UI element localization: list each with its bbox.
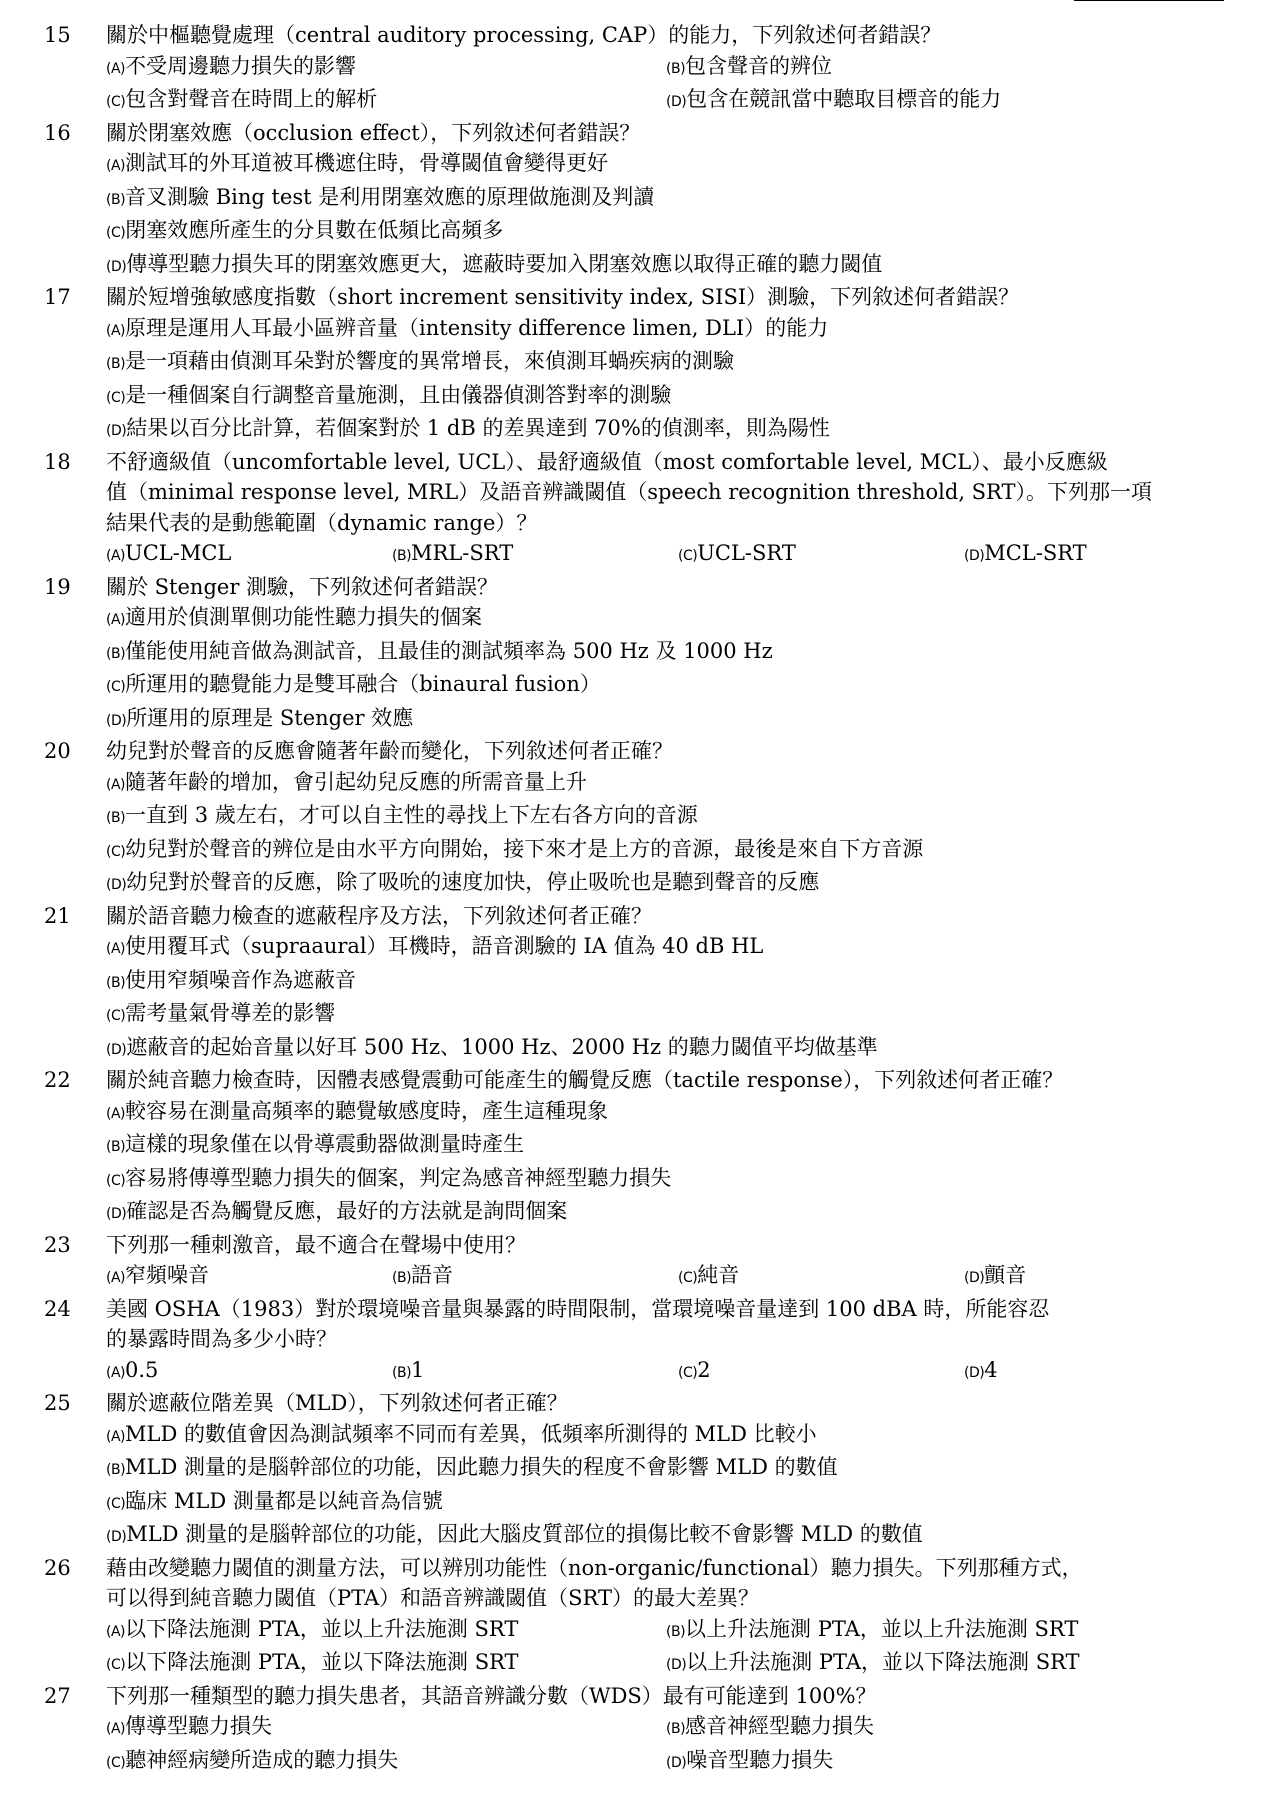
- option-text: 聽神經病變所造成的聽力損失: [125, 1747, 399, 1772]
- option-b: [106, 346, 1244, 380]
- option-b: [106, 1452, 1244, 1486]
- question-26: [44, 1553, 1244, 1681]
- option-a: [106, 1260, 392, 1294]
- option-letter: (D): [666, 1754, 687, 1771]
- option-b: [106, 636, 1244, 670]
- option-letter: (D): [106, 258, 127, 275]
- option-text: 傳導型聽力損失耳的閉塞效應更大，遮蔽時要加入閉塞效應以取得正確的聽力閾值: [126, 251, 883, 276]
- option-text: 較容易在測量高頻率的聽覺敏感度時，產生這種現象: [125, 1098, 609, 1123]
- question-stem-line: 幼兒對於聲音的反應會隨著年齡而變化，下列敘述何者正確？: [106, 739, 673, 763]
- question-18: [44, 447, 1244, 572]
- option-d: [106, 867, 1244, 901]
- option-text: 臨床 MLD 測量都是以純音為信號: [125, 1488, 443, 1513]
- options-group: [106, 1614, 1244, 1681]
- option-a: [106, 1096, 1244, 1130]
- option-letter: (C): [106, 1172, 126, 1189]
- option-a: [106, 1355, 392, 1389]
- exam-question-list: [44, 20, 1244, 1778]
- options-group: [106, 51, 1244, 118]
- option-letter: (D): [106, 1041, 127, 1058]
- question-stem-line: 可以得到純音聽力閾值（PTA）和語音辨識閾值（SRT）的最大差異？: [106, 1586, 759, 1610]
- option-text: 幼兒對於聲音的辨位是由水平方向開始，接下來才是上方的音源，最後是來自下方音源: [125, 836, 924, 861]
- option-text: 傳導型聽力損失: [125, 1714, 273, 1738]
- option-letter: (D): [964, 548, 985, 564]
- option-text: 噪音型聽力損失: [686, 1747, 834, 1772]
- option-letter: (C): [678, 1364, 698, 1381]
- option-letter: (A): [106, 60, 126, 77]
- option-d: [666, 84, 1226, 118]
- option-d: [964, 1260, 1250, 1294]
- question-stem-line: 結果代表的是動態範圍（dynamic range）？: [106, 510, 538, 535]
- question-number: 23: [44, 1232, 71, 1257]
- question-24: [44, 1294, 1244, 1389]
- option-text: 以上升法施測 PTA，並以上升法施測 SRT: [685, 1616, 1079, 1641]
- question-stem-line: 關於短增強敏感度指數（short increment sensitivity index, SISI）測驗，下列敘述何者錯誤？: [106, 285, 1020, 309]
- option-letter: (B): [106, 974, 126, 991]
- option-letter: (B): [106, 1139, 126, 1155]
- option-letter: (B): [666, 1623, 686, 1640]
- option-letter: (A): [106, 322, 126, 339]
- option-text: 原理是運用人耳最小區辨音量（intensity difference limen, DLI）的能力: [125, 315, 829, 340]
- option-a: [106, 1614, 666, 1648]
- option-text: 是一種個案自行調整音量施測，且由儀器偵測答對率的測驗: [125, 382, 672, 407]
- option-d: [106, 249, 1244, 283]
- question-stem-line: 值（minimal response level, MRL）及語音辨識閾值（speech recognition threshold, SRT）。下列那一項: [106, 480, 1152, 504]
- option-text: 包含對聲音在時間上的解析: [125, 87, 378, 111]
- option-c: [106, 1163, 1244, 1197]
- option-letter: (A): [106, 548, 126, 564]
- question-25: [44, 1388, 1244, 1553]
- option-d: [106, 413, 1244, 447]
- option-letter: (A): [106, 1105, 126, 1122]
- options-group: [106, 602, 1244, 736]
- option-a: [106, 51, 666, 85]
- question-22: [44, 1065, 1244, 1230]
- question-20: [44, 736, 1244, 901]
- option-letter: (C): [678, 1270, 698, 1286]
- option-letter: (D): [106, 1529, 127, 1545]
- option-letter: (C): [106, 1008, 126, 1024]
- option-c: [106, 380, 1244, 414]
- options-group: [106, 538, 1244, 572]
- option-c: [678, 538, 964, 572]
- options-group: [106, 1260, 1244, 1294]
- option-letter: (C): [106, 843, 126, 860]
- option-c: [106, 1745, 666, 1779]
- option-b: [106, 965, 1244, 999]
- option-text: 窄頻噪音: [125, 1263, 210, 1287]
- option-a: [106, 931, 1244, 965]
- option-letter: (C): [106, 94, 126, 110]
- option-text: 一直到 3 歲左右，才可以自主性的尋找上下左右各方向的音源: [125, 803, 698, 827]
- option-a: [106, 313, 1244, 347]
- question-number: 19: [44, 574, 71, 599]
- option-c: [106, 834, 1244, 868]
- option-text: 顫音: [984, 1263, 1027, 1287]
- option-text: 容易將傳導型聽力損失的個案，判定為感音神經型聽力損失: [125, 1165, 672, 1190]
- option-text: 適用於偵測單側功能性聽力損失的個案: [125, 605, 483, 629]
- option-b: [392, 538, 678, 572]
- question-number: 24: [44, 1296, 71, 1321]
- option-b: [106, 1129, 1244, 1163]
- option-text: 4: [984, 1357, 998, 1382]
- option-text: 語音: [411, 1263, 454, 1287]
- option-letter: (B): [666, 1721, 686, 1737]
- option-c: [106, 1486, 1244, 1520]
- option-a: [106, 538, 392, 572]
- option-b: [666, 1711, 1226, 1745]
- option-letter: (B): [392, 548, 412, 564]
- option-a: [106, 1711, 666, 1745]
- option-d: [106, 1032, 1244, 1066]
- option-b: [106, 800, 1244, 834]
- options-group: [106, 148, 1244, 282]
- option-letter: (B): [106, 810, 126, 826]
- option-a: [106, 767, 1244, 801]
- question-number: 20: [44, 739, 71, 763]
- option-letter: (B): [392, 1364, 412, 1381]
- question-number: 16: [44, 120, 71, 145]
- question-stem-line: 下列那一種刺激音，最不適合在聲場中使用？: [106, 1232, 526, 1257]
- question-19: [44, 572, 1244, 737]
- option-text: 所運用的聽覺能力是雙耳融合（binaural fusion）: [125, 672, 601, 696]
- option-letter: (A): [106, 1623, 126, 1640]
- option-text: MLD 測量的是腦幹部位的功能，因此大腦皮質部位的損傷比較不會影響 MLD 的數值: [126, 1522, 923, 1546]
- option-a: [106, 602, 1244, 636]
- question-number: 18: [44, 449, 71, 474]
- option-text: 使用窄頻噪音作為遮蔽音: [125, 967, 357, 992]
- question-stem-line: 的暴露時間為多少小時？: [106, 1327, 337, 1351]
- option-d: [666, 1647, 1226, 1681]
- question-stem-line: 關於純音聽力檢查時，因體表感覺震動可能產生的觸覺反應（tactile response），下列敘述何者正確？: [106, 1068, 1064, 1092]
- option-text: 確認是否為觸覺反應，最好的方法就是詢問個案: [126, 1199, 568, 1223]
- option-letter: (C): [106, 679, 126, 695]
- option-text: MCL-SRT: [984, 541, 1087, 565]
- question-stem-line: 藉由改變聽力閾值的測量方法，可以辨別功能性（non-organic/functional）聽力損失。下列那種方式，: [106, 1555, 1083, 1580]
- question-number: 26: [44, 1555, 71, 1580]
- question-stem-line: 關於 Stenger 測驗，下列敘述何者錯誤？: [106, 574, 499, 599]
- option-d: [106, 1519, 1244, 1553]
- option-d: [106, 1196, 1244, 1230]
- options-group: [106, 1355, 1244, 1389]
- option-text: 純音: [697, 1263, 740, 1287]
- option-c: [678, 1260, 964, 1294]
- option-letter: (C): [106, 389, 126, 406]
- option-text: 以上升法施測 PTA，並以下降法施測 SRT: [686, 1650, 1080, 1674]
- question-16: [44, 118, 1244, 283]
- question-23: [44, 1230, 1244, 1294]
- option-text: 幼兒對於聲音的反應，除了吸吮的速度加快，停止吸吮也是聽到聲音的反應: [126, 870, 820, 894]
- question-stem-line: 美國 OSHA（1983）對於環境噪音量與暴露的時間限制，當環境噪音量達到 100 dBA 時，所能容忍: [106, 1296, 1050, 1321]
- option-text: 2: [697, 1357, 711, 1382]
- option-letter: (A): [106, 776, 126, 793]
- option-text: 結果以百分比計算，若個案對於 1 dB 的差異達到 70%的偵測率，則為陽性: [126, 416, 830, 440]
- option-letter: (D): [106, 1206, 127, 1222]
- question-15: [44, 20, 1244, 118]
- option-b: [392, 1260, 678, 1294]
- option-text: 所運用的原理是 Stenger 效應: [126, 705, 414, 730]
- option-text: 隨著年齡的增加，會引起幼兒反應的所需音量上升: [125, 769, 588, 794]
- option-b: [666, 51, 1226, 85]
- option-letter: (A): [106, 158, 126, 174]
- option-letter: (B): [106, 191, 126, 208]
- option-text: 包含聲音的辨位: [685, 53, 833, 78]
- option-text: MLD 測量的是腦幹部位的功能，因此聽力損失的程度不會影響 MLD 的數值: [125, 1455, 838, 1479]
- question-number: 17: [44, 285, 71, 309]
- option-text: 感音神經型聽力損失: [685, 1714, 875, 1738]
- option-c: [678, 1355, 964, 1389]
- option-letter: (A): [106, 1270, 126, 1286]
- option-text: 0.5: [125, 1357, 159, 1382]
- option-text: 僅能使用純音做為測試音，且最佳的測試頻率為 500 Hz 及 1000 Hz: [125, 638, 773, 663]
- option-c: [106, 215, 1244, 249]
- question-number: 25: [44, 1391, 71, 1415]
- option-letter: (D): [106, 712, 127, 729]
- option-c: [106, 669, 1244, 703]
- question-17: [44, 282, 1244, 447]
- option-letter: (D): [666, 1657, 687, 1673]
- question-21: [44, 901, 1244, 1066]
- options-group: [106, 767, 1244, 901]
- option-text: 1: [411, 1357, 425, 1382]
- option-c: [106, 1647, 666, 1681]
- option-letter: (C): [106, 1657, 126, 1673]
- options-group: [106, 1096, 1244, 1230]
- option-text: 遮蔽音的起始音量以好耳 500 Hz、1000 Hz、2000 Hz 的聽力閾值平均做基準: [126, 1034, 878, 1059]
- option-letter: (B): [666, 60, 686, 77]
- option-a: [106, 1419, 1244, 1453]
- option-letter: (C): [106, 225, 126, 241]
- option-letter: (D): [964, 1270, 985, 1286]
- option-text: 不受周邊聽力損失的影響: [125, 53, 357, 78]
- option-text: 是一項藉由偵測耳朵對於響度的異常增長，來偵測耳蝸疾病的測驗: [125, 349, 735, 373]
- option-b: [666, 1614, 1226, 1648]
- options-group: [106, 1711, 1244, 1778]
- option-letter: (D): [666, 94, 687, 110]
- option-b: [106, 182, 1244, 216]
- option-letter: (A): [106, 612, 126, 628]
- option-text: 這樣的現象僅在以骨導震動器做測量時產生: [125, 1132, 525, 1156]
- question-stem-line: 關於中樞聽覺處理（central auditory processing, CAP）的能力，下列敘述何者錯誤？: [106, 23, 942, 47]
- question-number: 15: [44, 23, 71, 47]
- option-text: 使用覆耳式（supraaural）耳機時，語音測驗的 IA 值為 40 dB HL: [125, 934, 764, 958]
- question-stem-line: 下列那一種類型的聽力損失患者，其語音辨識分數（WDS）最有可能達到 100%？: [106, 1683, 877, 1708]
- question-number: 21: [44, 903, 71, 928]
- option-text: UCL-SRT: [697, 541, 796, 565]
- option-letter: (D): [964, 1364, 985, 1381]
- option-d: [964, 538, 1250, 572]
- option-text: 包含在競訊當中聽取目標音的能力: [686, 87, 1002, 111]
- option-letter: (D): [106, 877, 127, 893]
- option-text: MRL-SRT: [411, 541, 514, 565]
- option-b: [392, 1355, 678, 1389]
- option-letter: (C): [678, 548, 698, 564]
- option-d: [964, 1355, 1250, 1389]
- question-stem-line: 關於語音聽力檢查的遮蔽程序及方法，下列敘述何者正確？: [106, 903, 652, 928]
- question-stem-line: 不舒適級值（uncomfortable level, UCL）、最舒適級值（most comfortable level, MCL）、最小反應級: [106, 449, 1108, 474]
- option-text: 以下降法施測 PTA，並以下降法施測 SRT: [125, 1650, 519, 1674]
- option-text: 閉塞效應所產生的分貝數在低頻比高頻多: [125, 218, 504, 242]
- option-text: 以下降法施測 PTA，並以上升法施測 SRT: [125, 1616, 519, 1641]
- option-text: UCL-MCL: [125, 541, 232, 565]
- question-number: 22: [44, 1068, 71, 1092]
- option-c: [106, 998, 1244, 1032]
- option-letter: (B): [106, 356, 126, 372]
- question-27: [44, 1681, 1244, 1779]
- question-stem-line: 關於遮蔽位階差異（MLD），下列敘述何者正確？: [106, 1391, 568, 1415]
- option-letter: (C): [106, 1495, 126, 1512]
- option-letter: (B): [106, 1462, 126, 1478]
- top-rule: [1074, 0, 1224, 1]
- option-text: MLD 的數值會因為測試頻率不同而有差異，低頻率所測得的 MLD 比較小: [125, 1421, 817, 1446]
- option-letter: (A): [106, 941, 126, 957]
- option-letter: (B): [392, 1270, 412, 1286]
- option-a: [106, 148, 1244, 182]
- question-stem-line: 關於閉塞效應（occlusion effect），下列敘述何者錯誤？: [106, 120, 641, 145]
- option-d: [106, 703, 1244, 737]
- options-group: [106, 313, 1244, 447]
- option-d: [666, 1745, 1226, 1779]
- option-c: [106, 84, 666, 118]
- option-text: 測試耳的外耳道被耳機遮住時，骨導閾值會變得更好: [125, 151, 609, 175]
- option-text: 需考量氣骨導差的影響: [125, 1001, 336, 1025]
- option-text: 音叉測驗 Bing test 是利用閉塞效應的原理做施測及判讀: [125, 184, 655, 209]
- option-letter: (D): [106, 423, 127, 439]
- options-group: [106, 931, 1244, 1065]
- option-letter: (A): [106, 1364, 126, 1381]
- option-letter: (A): [106, 1428, 126, 1445]
- option-letter: (C): [106, 1754, 126, 1771]
- options-group: [106, 1419, 1244, 1553]
- option-letter: (B): [106, 645, 126, 662]
- question-number: 27: [44, 1683, 71, 1708]
- option-letter: (A): [106, 1721, 126, 1737]
